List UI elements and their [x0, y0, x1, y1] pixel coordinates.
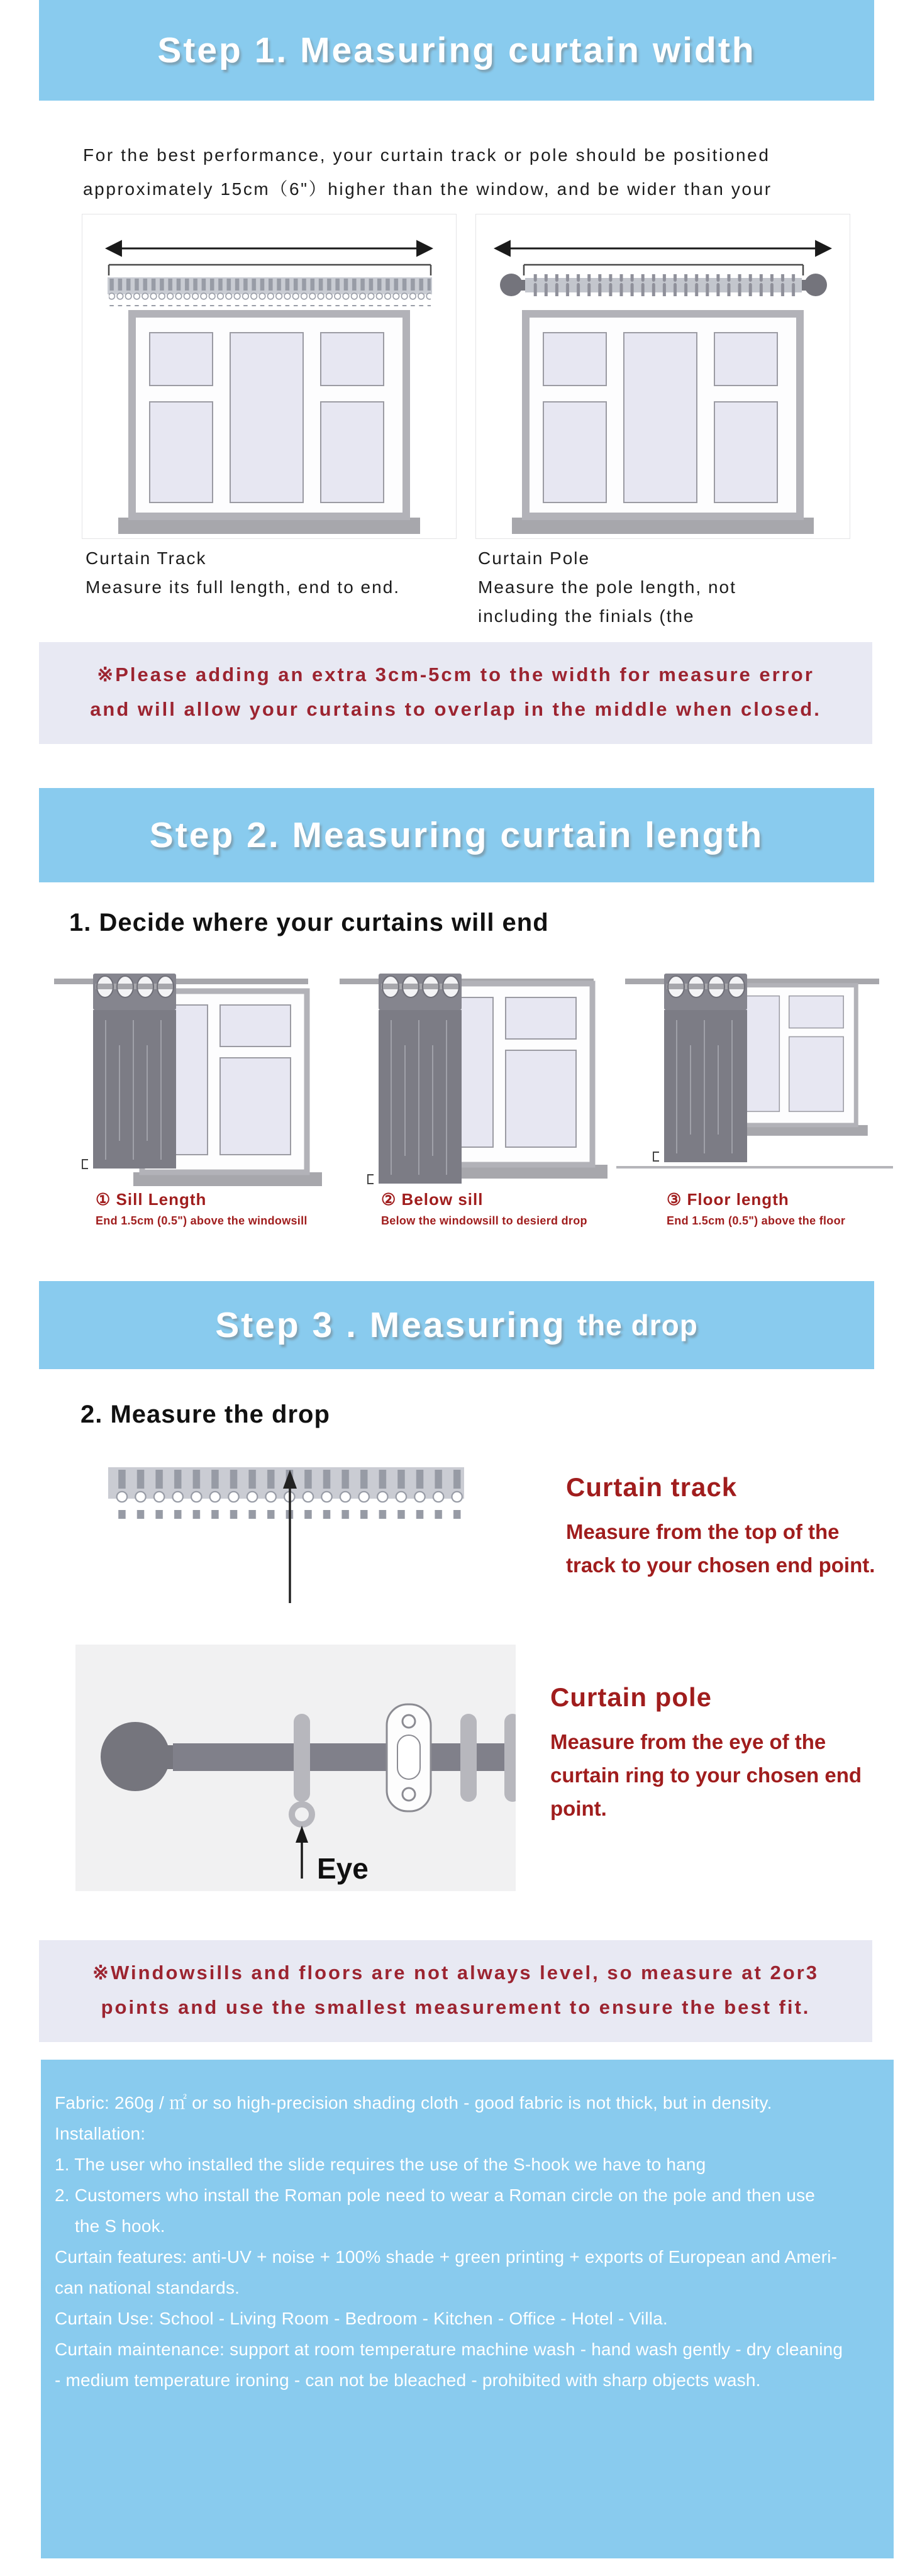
option-label: ③ Floor length	[667, 1190, 789, 1209]
footer-line: can national standards.	[55, 2278, 240, 2297]
footer-line: 2. Customers who install the Roman pole need to wear a Roman circle on the pole and then use	[55, 2185, 816, 2205]
floor-line	[616, 1166, 893, 1169]
footer-line: Installation:	[55, 2124, 146, 2143]
option-label: ① Sill Length	[96, 1190, 207, 1209]
ring-with-eye	[294, 1714, 310, 1802]
intro-line-2: approximately 15cm（6"）higher than the window, and be wider than your	[83, 179, 772, 199]
below-sill-diagram	[331, 957, 608, 1189]
drop-track-title: Curtain track	[566, 1472, 738, 1502]
product-info-footer	[41, 2060, 894, 2558]
pole-caption-title: Curtain Pole	[478, 548, 591, 568]
drop-pole-body	[550, 1725, 862, 1825]
pole-caption-body-1: Measure the pole length, not	[478, 577, 736, 597]
step2-header	[39, 788, 874, 882]
level-note-line-2: points and use the smallest measurement to ensure the best fit.	[101, 1996, 811, 2018]
curtain-track-illustration	[82, 214, 456, 538]
pole-bar	[500, 274, 827, 296]
track-caption-title: Curtain Track	[86, 548, 207, 568]
track-caption-body: Measure its full length, end to end.	[86, 577, 401, 597]
width-note-line-1: ※Please adding an extra 3cm-5cm to the width for measure error	[97, 663, 814, 686]
wall-bracket	[387, 1704, 431, 1811]
drop-track-section	[75, 1457, 910, 1608]
footer-line: 1. The user who installed the slide requires the use of the S-hook we have to hang	[55, 2155, 706, 2174]
drop-pole-text	[550, 1645, 862, 1891]
level-note	[39, 1940, 872, 2042]
below-sill-option	[331, 957, 608, 1228]
footer-line: Curtain Use: School - Living Room - Bedroom - Kitchen - Office - Hotel - Villa.	[55, 2309, 668, 2328]
sill-length-diagram	[45, 957, 322, 1189]
grommet-curtain	[93, 974, 176, 1169]
curtain-track-caption	[82, 544, 455, 631]
below-sill-caption	[331, 1190, 608, 1228]
drop-track-body	[566, 1515, 875, 1582]
floor-length-caption	[616, 1190, 893, 1228]
right-finial	[804, 274, 827, 296]
step2-subtitle: 1. Decide where your curtains will end	[69, 909, 549, 936]
drop-pole-line-3: point.	[550, 1797, 607, 1820]
step2-diagram-row	[45, 957, 910, 1228]
curtain-track-diagram	[82, 214, 457, 539]
track-strip	[108, 277, 432, 306]
curtain-pole-drop-diagram	[75, 1645, 516, 1891]
rod	[54, 979, 308, 984]
step2-title: Step 2. Measuring curtain length	[149, 815, 764, 855]
step3-title-main: Step 3 . Measuring	[215, 1305, 566, 1345]
grommet-curtain	[379, 974, 462, 1184]
width-note-line-2: and will allow your curtains to overlap in the middle when closed.	[90, 698, 821, 720]
sill-length-caption	[45, 1190, 322, 1228]
footer-line: Curtain maintenance: support at room temperature machine wash - hand wash gently - dry cleaning	[55, 2340, 843, 2359]
step3-subtitle: 2. Measure the drop	[80, 1401, 330, 1428]
step3-title-sub: the drop	[577, 1309, 698, 1341]
measure-bracket	[109, 265, 431, 275]
drop-track-line-1: Measure from the top of the	[566, 1520, 840, 1543]
footer-line: - medium temperature ironing - can not be bleached - prohibited with sharp objects wash.	[55, 2370, 761, 2390]
measure-mark	[82, 1160, 88, 1169]
finial-ball	[101, 1722, 170, 1791]
step1-header	[39, 0, 874, 101]
curtain-pole-caption	[474, 544, 848, 631]
step1-diagram-row	[82, 214, 910, 539]
option-desc: End 1.5cm (0.5") above the windowsill	[96, 1214, 308, 1227]
drop-pole-section	[75, 1645, 910, 1891]
option-desc: End 1.5cm (0.5") above the floor	[667, 1214, 846, 1227]
eye-label: Eye	[317, 1852, 369, 1885]
left-finial	[500, 274, 523, 296]
window-illustration	[118, 314, 420, 534]
footer-line: Fabric: 260g / ㎡ or so high-precision shading cloth - good fabric is not thick, but in density.	[55, 2093, 772, 2112]
step3-header	[39, 1281, 874, 1369]
drop-pole-title: Curtain pole	[550, 1682, 713, 1712]
footer-line: the S hook.	[55, 2216, 165, 2236]
curtain-pole-diagram	[475, 214, 850, 539]
drop-pole-line-1: Measure from the eye of the	[550, 1730, 826, 1753]
measure-mark	[653, 1152, 659, 1161]
curtain-pole-illustration	[476, 214, 850, 538]
step1-captions	[82, 544, 910, 631]
grommet-curtain	[664, 974, 747, 1162]
level-note-line-1: ※Windowsills and floors are not always level, so measure at 2or3	[92, 1962, 819, 1984]
window-illustration	[512, 314, 814, 534]
option-desc: Below the windowsill to desierd drop	[381, 1214, 587, 1227]
floor-length-option	[616, 957, 893, 1228]
width-note	[39, 642, 872, 744]
step1-intro	[83, 138, 910, 206]
drop-track-line-2: track to your chosen end point.	[566, 1553, 875, 1577]
option-label: ② Below sill	[381, 1190, 484, 1209]
drop-track-text	[566, 1457, 875, 1608]
step1-title: Step 1. Measuring curtain width	[157, 30, 756, 70]
intro-line-1: For the best performance, your curtain track or pole should be positioned	[83, 145, 770, 165]
curtain-track-drop-diagram	[75, 1457, 516, 1608]
drop-pole-line-2: curtain ring to your chosen end	[550, 1763, 862, 1787]
footer-line: Curtain features: anti-UV + noise + 100% shade + green printing + exports of European and Ameri-	[55, 2247, 838, 2267]
track-strip	[108, 1467, 464, 1519]
pole-caption-body-2: including the finials (the	[478, 606, 695, 626]
measure-bracket	[524, 265, 803, 275]
measure-mark	[368, 1175, 374, 1184]
sill-length-option	[45, 957, 322, 1228]
floor-length-diagram	[616, 957, 893, 1189]
